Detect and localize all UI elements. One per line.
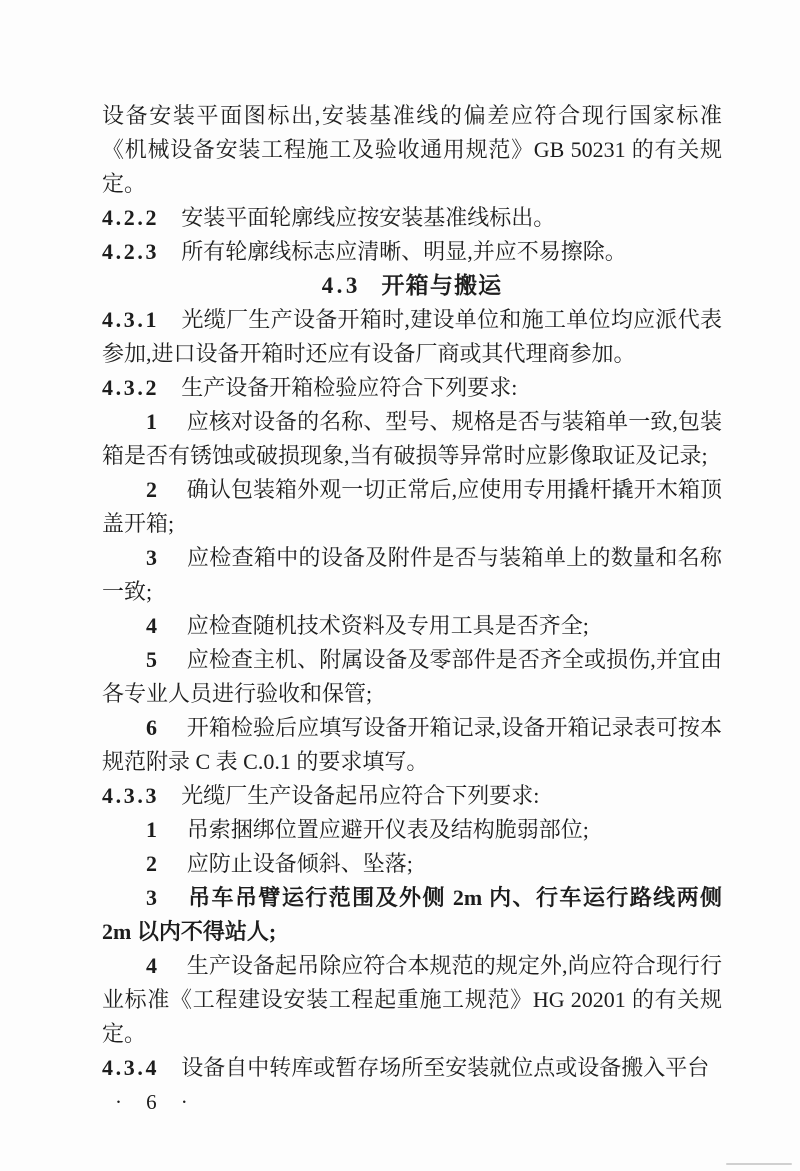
- item-number: 3: [146, 545, 157, 570]
- item-number: 2: [146, 477, 157, 502]
- clause-text: 设备自中转库或暂存场所至安装就位点或设备搬入平台: [181, 1055, 710, 1080]
- paragraph-continuation: 设备安装平面图标出,安装基准线的偏差应符合现行国家标准《机械设备安装工程施工及验收通用规范》GB 50231 的有关规定。: [102, 103, 722, 196]
- clause-number: 4.2.3: [102, 239, 160, 264]
- clause-text: 光缆厂生产设备起吊应符合下列要求:: [181, 783, 540, 808]
- clause-4-3-2: [102, 371, 722, 405]
- clause-text: 安装平面轮廓线应按安装基准线标出。: [181, 205, 556, 230]
- item-number: 2: [146, 851, 157, 876]
- item-number: 6: [146, 715, 157, 740]
- section-number: 4.3: [321, 273, 361, 298]
- scan-artifact-line: [726, 1163, 792, 1165]
- section-title: 开箱与搬运: [381, 273, 503, 298]
- item-text: 应检查主机、附属设备及零部件是否齐全或损伤,并宜由各专业人员进行验收和保管;: [102, 647, 722, 706]
- page-number: · 6 ·: [115, 1090, 198, 1114]
- clause-number: 4.3.2: [102, 375, 160, 400]
- clause-text: 生产设备开箱检验应符合下列要求:: [181, 375, 518, 400]
- list-item: [102, 541, 722, 609]
- list-item: [102, 813, 722, 847]
- clause-text: 所有轮廓线标志应清晰、明显,并应不易擦除。: [181, 239, 627, 264]
- item-number: 1: [146, 817, 157, 842]
- list-item-emphasized: [102, 881, 722, 949]
- clause-4-2-2: [102, 201, 722, 235]
- list-item: [102, 847, 722, 881]
- item-text: 应检查随机技术资料及专用工具是否齐全;: [186, 613, 589, 638]
- item-text: 吊车吊臂运行范围及外侧 2m 内、行车运行路线两侧 2m 以内不得站人;: [102, 885, 722, 944]
- clause-number: 4.3.4: [102, 1055, 160, 1080]
- clause-number: 4.3.3: [102, 783, 160, 808]
- item-number: 4: [146, 953, 157, 978]
- clause-number: 4.2.2: [102, 205, 160, 230]
- item-number: 1: [146, 409, 157, 434]
- clause-4-3-1: [102, 303, 722, 371]
- section-heading: [102, 269, 722, 303]
- list-item: [102, 473, 722, 541]
- list-item: [102, 949, 722, 1051]
- item-number: 5: [146, 647, 157, 672]
- list-item: [102, 405, 722, 473]
- clause-4-2-3: [102, 235, 722, 269]
- item-number: 4: [146, 613, 157, 638]
- page-body: [102, 99, 722, 1119]
- item-text: 应检查箱中的设备及附件是否与装箱单上的数量和名称一致;: [102, 545, 722, 604]
- item-text: 应核对设备的名称、型号、规格是否与装箱单一致,包装箱是否有锈蚀或破损现象,当有破损等异常时应影像取证及记录;: [102, 409, 722, 468]
- item-number: 3: [146, 885, 157, 910]
- item-text: 吊索捆绑位置应避开仪表及结构脆弱部位;: [186, 817, 589, 842]
- clause-number: 4.3.1: [102, 307, 160, 332]
- item-text: 确认包装箱外观一切正常后,应使用专用撬杆撬开木箱顶盖开箱;: [102, 477, 722, 536]
- item-text: 生产设备起吊除应符合本规范的规定外,尚应符合现行行业标准《工程建设安装工程起重施工规范》HG 20201 的有关规定。: [102, 953, 722, 1046]
- list-item: [102, 609, 722, 643]
- item-text: 应防止设备倾斜、坠落;: [186, 851, 413, 876]
- list-item: [102, 643, 722, 711]
- clause-4-3-3: [102, 779, 722, 813]
- clause-text: 光缆厂生产设备开箱时,建设单位和施工单位均应派代表参加,进口设备开箱时还应有设备厂商或其代理商参加。: [102, 307, 722, 366]
- item-text: 开箱检验后应填写设备开箱记录,设备开箱记录表可按本规范附录 C 表 C.0.1 的要求填写。: [102, 715, 722, 774]
- list-item: [102, 711, 722, 779]
- clause-4-3-4: [102, 1051, 722, 1085]
